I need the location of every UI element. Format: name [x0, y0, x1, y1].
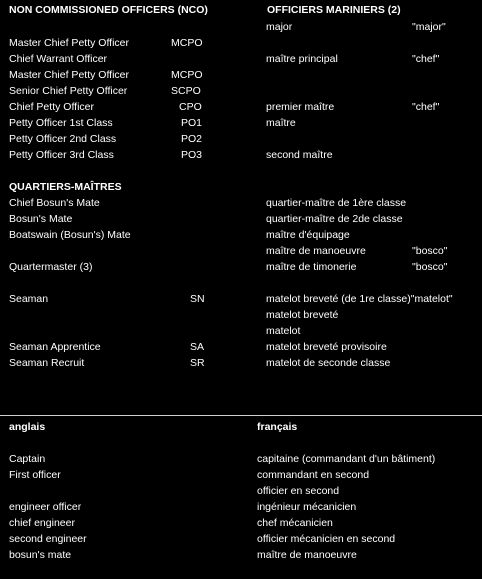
om-title: OFFICIERS MARINIERS (2): [267, 4, 401, 16]
qm-fr-row-name: matelot: [266, 325, 301, 337]
qm-fr-row-name: matelot breveté provisoire: [266, 341, 387, 353]
bottom-en-header: anglais: [9, 421, 46, 433]
qm-fr-row-name: quartier-maître de 1ère classe: [266, 197, 407, 209]
qm-fr-row-name: maître de timonerie: [266, 261, 357, 273]
nco-title: NON COMMISSIONED OFFICERS (NCO): [9, 4, 208, 16]
qm-title: QUARTIERS-MAÎTRES: [9, 181, 122, 193]
bottom-fr-row: officier en second: [257, 485, 340, 497]
om-row-slang: "major": [412, 21, 446, 33]
bottom-en-row: chief engineer: [9, 517, 75, 529]
bottom-en-row: bosun's mate: [9, 549, 72, 561]
bottom-fr-row: capitaine (commandant d'un bâtiment): [257, 453, 436, 465]
qm-en-row-abbr: SR: [190, 357, 205, 369]
bottom-fr-row: officier mécanicien en second: [257, 533, 396, 545]
bottom-fr-row: ingénieur mécanicien: [257, 501, 357, 513]
om-row-name: premier maître: [266, 101, 335, 113]
om-row-name: maître: [266, 117, 296, 129]
qm-en-row-abbr: SN: [190, 293, 205, 305]
nco-row-abbr: PO3: [181, 149, 203, 161]
qm-en-row-name: Seaman Recruit: [9, 357, 85, 369]
qm-fr-row-slang: "bosco": [412, 245, 448, 257]
om-row-slang: "chef": [412, 53, 440, 65]
qm-en-row-name: Seaman: [9, 293, 49, 305]
qm-fr-row-slang: "bosco": [412, 261, 448, 273]
qm-fr-row-name: matelot breveté (de 1re classe)"matelot": [266, 293, 453, 305]
nco-row-abbr: PO2: [181, 133, 203, 145]
qm-en-row-name: Bosun's Mate: [9, 213, 73, 225]
om-row-name: maître principal: [266, 53, 338, 65]
nco-row-name: Chief Warrant Officer: [9, 53, 108, 65]
om-row-slang: "chef": [412, 101, 440, 113]
bottom-fr-header: français: [257, 421, 298, 433]
nco-row-name: Master Chief Petty Officer: [9, 69, 130, 81]
qm-en-row-name: Boatswain (Bosun's) Mate: [9, 229, 131, 241]
bottom-fr-row: chef mécanicien: [257, 517, 333, 529]
qm-fr-row-name: maître de manoeuvre: [266, 245, 366, 257]
nco-row-abbr: PO1: [181, 117, 203, 129]
qm-fr-row-name: maître d'équipage: [266, 229, 350, 241]
nco-row-name: Petty Officer 2nd Class: [9, 133, 117, 145]
nco-row-abbr: MCPO: [171, 69, 203, 81]
qm-en-row-name: Chief Bosun's Mate: [9, 197, 100, 209]
om-row-name: major: [266, 21, 293, 33]
om-row-name: second maître: [266, 149, 333, 161]
qm-en-row-abbr: SA: [190, 341, 205, 353]
nco-row-abbr: MCPO: [171, 37, 203, 49]
bottom-en-row: second engineer: [9, 533, 87, 545]
qm-fr-row-name: matelot breveté: [266, 309, 339, 321]
bottom-en-row: Captain: [9, 453, 46, 465]
nco-row-name: Senior Chief Petty Officer: [9, 85, 128, 97]
qm-en-row-name: Seaman Apprentice: [9, 341, 101, 353]
nco-row-name: Petty Officer 3rd Class: [9, 149, 114, 161]
qm-fr-row-name: matelot de seconde classe: [266, 357, 391, 369]
nco-row-abbr: CPO: [179, 101, 202, 113]
nco-row-name: Master Chief Petty Officer: [9, 37, 130, 49]
bottom-en-row: engineer officer: [9, 501, 82, 513]
section-divider: [0, 415, 482, 416]
qm-fr-row-name: quartier-maître de 2de classe: [266, 213, 403, 225]
nco-row-name: Chief Petty Officer: [9, 101, 95, 113]
bottom-fr-row: maître de manoeuvre: [257, 549, 357, 561]
nco-row-name: Petty Officer 1st Class: [9, 117, 113, 129]
bottom-en-row: First officer: [9, 469, 61, 481]
qm-en-row-name: Quartermaster (3): [9, 261, 93, 273]
nco-row-abbr: SCPO: [171, 85, 201, 97]
bottom-fr-row: commandant en second: [257, 469, 370, 481]
